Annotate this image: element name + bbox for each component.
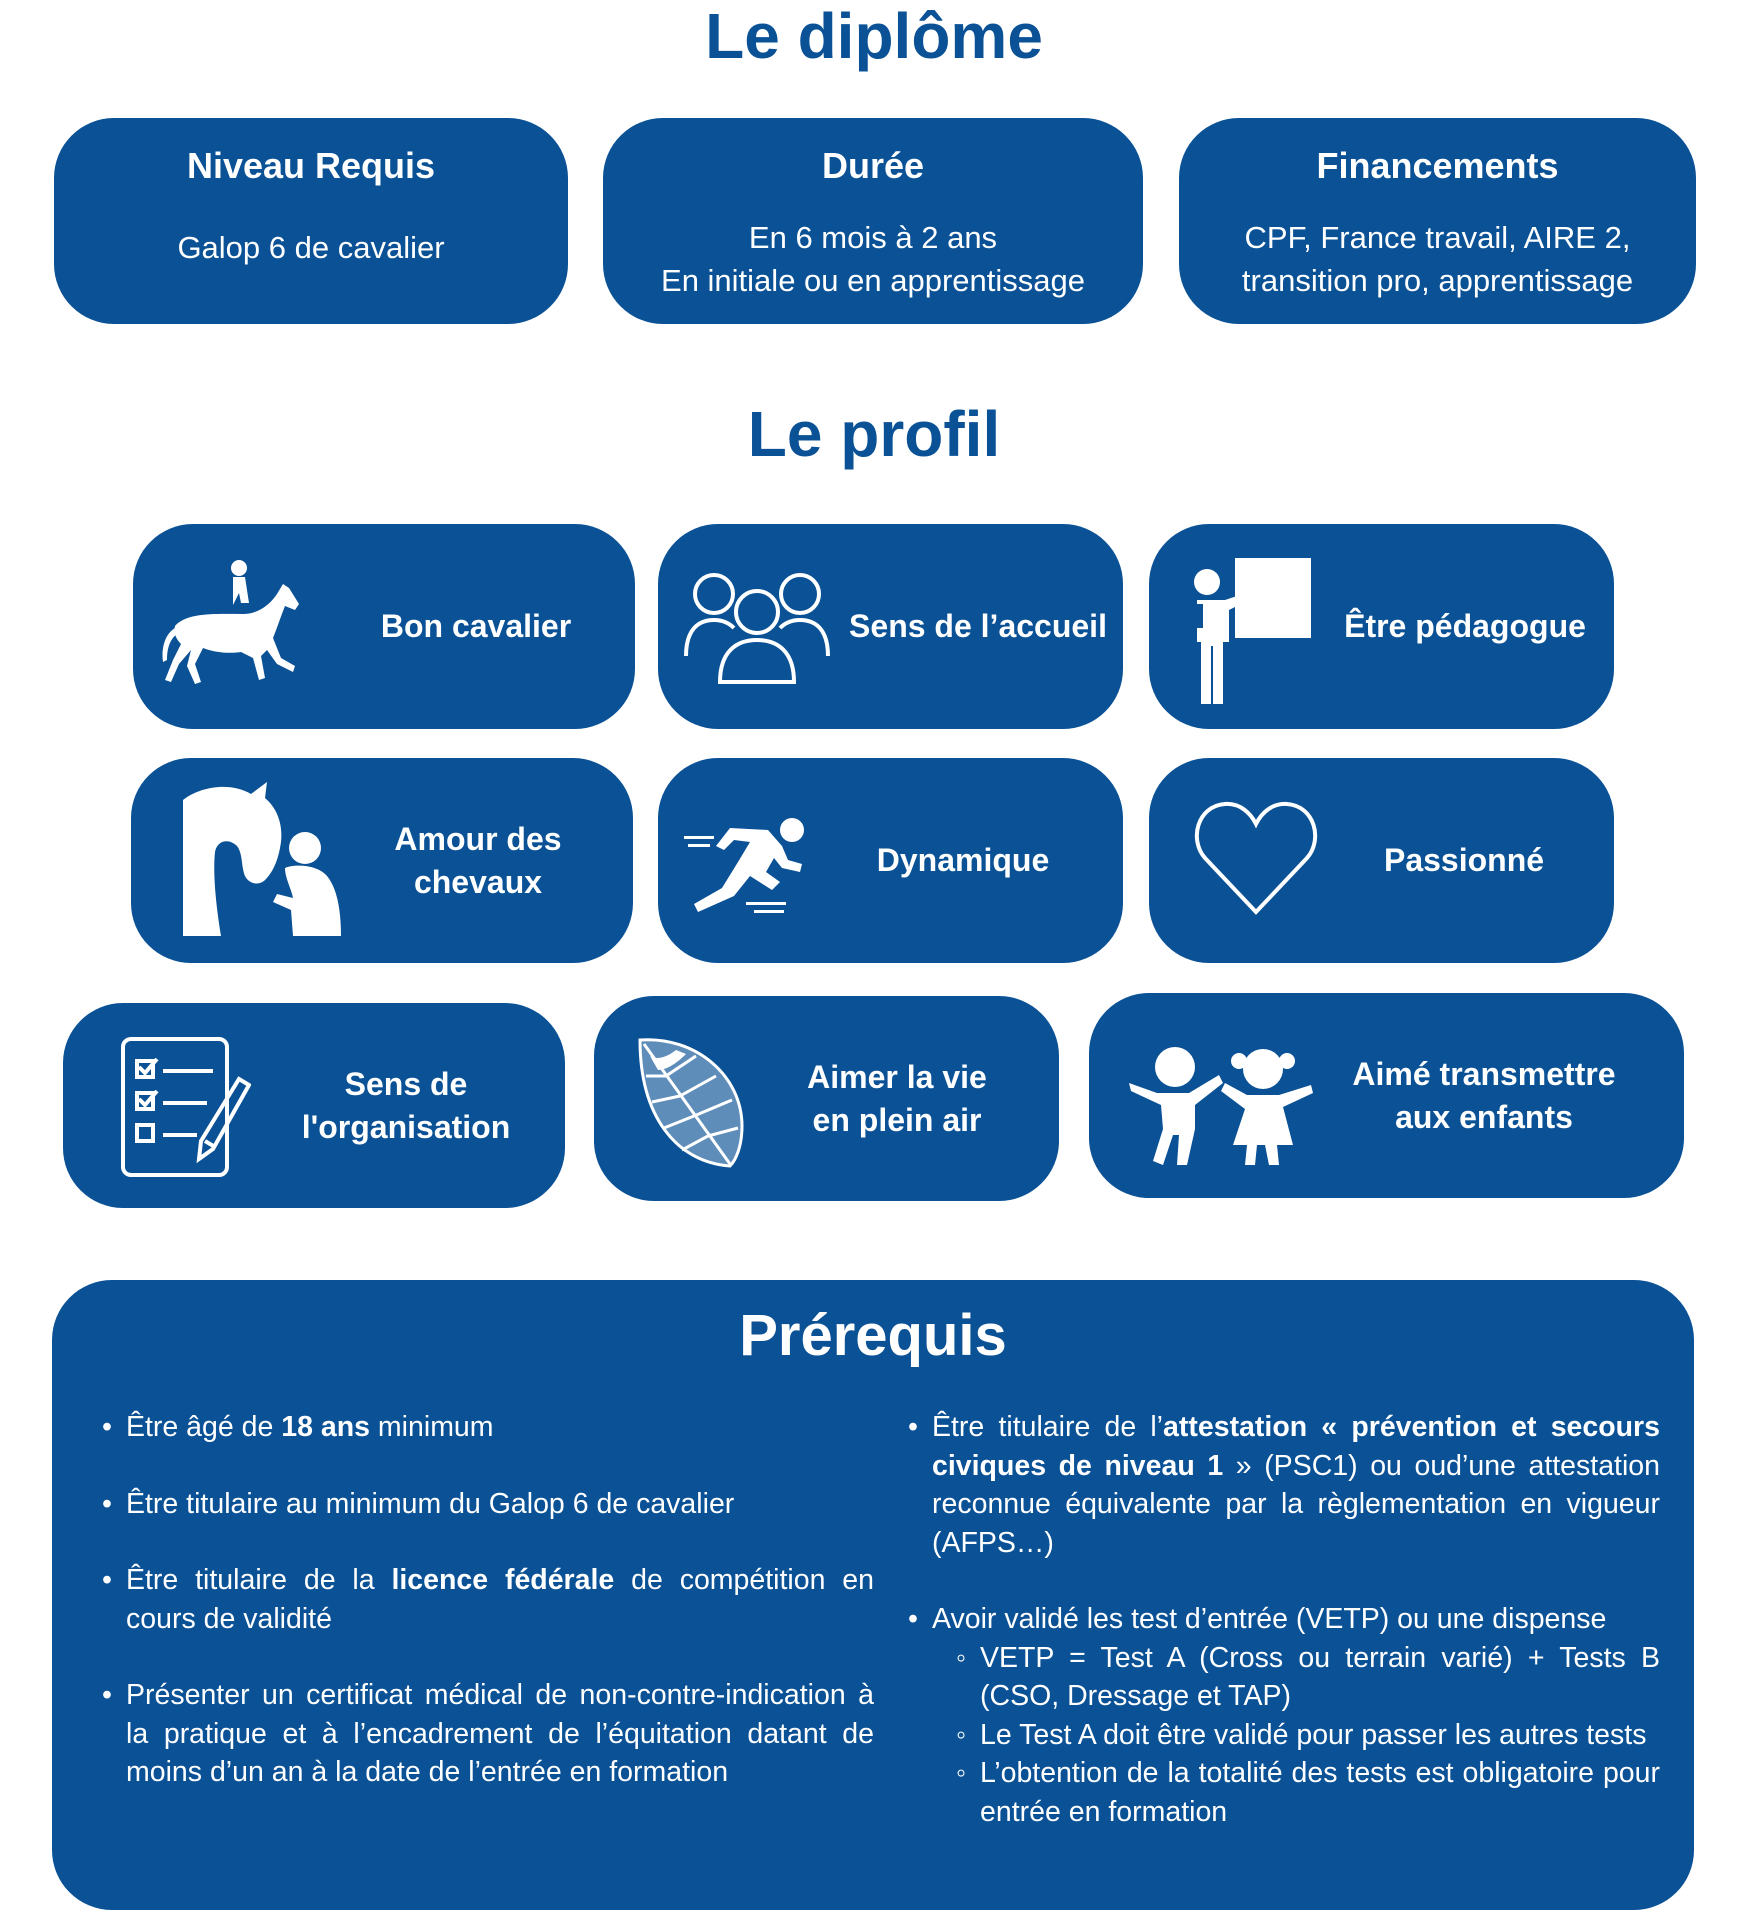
profile-label: Aimer la vie en plein air (807, 1058, 987, 1138)
item-bold-text: attestation « prévention et secours civiques de niveau 1 (932, 1411, 1661, 1482)
item-text: de compétition en cours de validité (126, 1564, 874, 1635)
card-text: CPF, France travail, AIRE 2, transition pro, apprentissage (1241, 220, 1634, 298)
item-bold-text: 18 ans (281, 1411, 371, 1443)
sub-list-item: ◦ Le Test A doit être validé pour passer les autres tests (956, 1716, 1660, 1755)
profile-transmettre-enfants (1089, 993, 1684, 1198)
list-item: • Présenter un certificat médical de non-contre-indication à la pratique et à l’encadrement de l’équitation datant de moins d’un an à la date de l’entrée en formation (102, 1676, 874, 1792)
leaf-icon (636, 1036, 746, 1168)
list-item (908, 1600, 1660, 1831)
profil-heading: Le profil (747, 398, 1001, 470)
card-text: En 6 mois à 2 ans En initiale ou en apprentissage (661, 220, 1085, 298)
teacher-board-icon (1177, 552, 1347, 704)
profile-label: Être pédagogue (1344, 608, 1586, 644)
list-item (908, 1408, 1660, 1562)
heart-icon (1191, 800, 1321, 918)
vetp-sublist (956, 1639, 1660, 1832)
list-item: • Être titulaire au minimum du Galop 6 de cavalier (102, 1485, 874, 1524)
card-text: Galop 6 de cavalier (177, 230, 445, 265)
item-text: Avoir validé les test d’entrée (VETP) ou une dispense (932, 1603, 1607, 1635)
prerequis-left-column (102, 1408, 874, 1792)
list-item (102, 1561, 874, 1638)
profile-bon-cavalier (133, 524, 635, 729)
profile-label: Passionné (1383, 842, 1545, 878)
profile-sens-accueil (658, 524, 1123, 729)
card-niveau-requis (54, 118, 568, 324)
profile-label: Dynamique (876, 842, 1050, 878)
prerequis-left-list (102, 1408, 874, 1792)
profile-passionne (1149, 758, 1614, 963)
item-text: » (PSC1) ou oud’une attestation reconnue équivalente par la règlementation en vigueur (AFPS…) (932, 1449, 1660, 1559)
profile-label: Aimé transmettre aux enfants (1352, 1055, 1616, 1135)
card-duree (603, 118, 1143, 324)
profile-label: Amour des chevaux (394, 820, 562, 900)
profile-label: Sens de l'organisation (301, 1065, 511, 1145)
card-title: Durée (821, 145, 925, 186)
profile-dynamique (658, 758, 1123, 963)
profile-sens-organisation (63, 1003, 565, 1208)
profile-label: Sens de l’accueil (849, 608, 1107, 644)
diplome-heading: Le diplôme (705, 0, 1043, 72)
card-title: Financements (1316, 145, 1559, 186)
prerequis-panel (52, 1280, 1694, 1910)
horse-rider-icon (157, 554, 307, 704)
prerequis-right-column (908, 1408, 1660, 1831)
horse-person-icon (181, 780, 343, 936)
sub-list-item: ◦ VETP = Test A (Cross ou terrain varié) + Tests B (CSO, Dressage et TAP) (956, 1639, 1660, 1716)
card-financements (1179, 118, 1696, 324)
item-text: minimum (370, 1411, 494, 1443)
profile-plein-air (594, 996, 1059, 1201)
children-icon (1129, 1045, 1315, 1165)
runner-icon (684, 816, 814, 916)
profile-label: Bon cavalier (380, 608, 572, 644)
group-people-icon (682, 564, 832, 689)
prerequis-heading: Prérequis (739, 1303, 1007, 1368)
profile-amour-chevaux (131, 758, 633, 963)
item-text: Être âgé de (126, 1411, 282, 1443)
item-bold-text: licence fédérale (391, 1564, 615, 1596)
item-text: Être titulaire de l’ (932, 1411, 1164, 1443)
profile-etre-pedagogue (1149, 524, 1614, 729)
card-title: Niveau Requis (186, 145, 436, 186)
sub-list-item: ◦ L’obtention de la totalité des tests est obligatoire pour entrée en formation (956, 1754, 1660, 1831)
item-text: Être titulaire de la (126, 1564, 392, 1596)
list-item (102, 1408, 874, 1447)
checklist-icon (121, 1037, 251, 1179)
prerequis-right-list (908, 1408, 1660, 1831)
